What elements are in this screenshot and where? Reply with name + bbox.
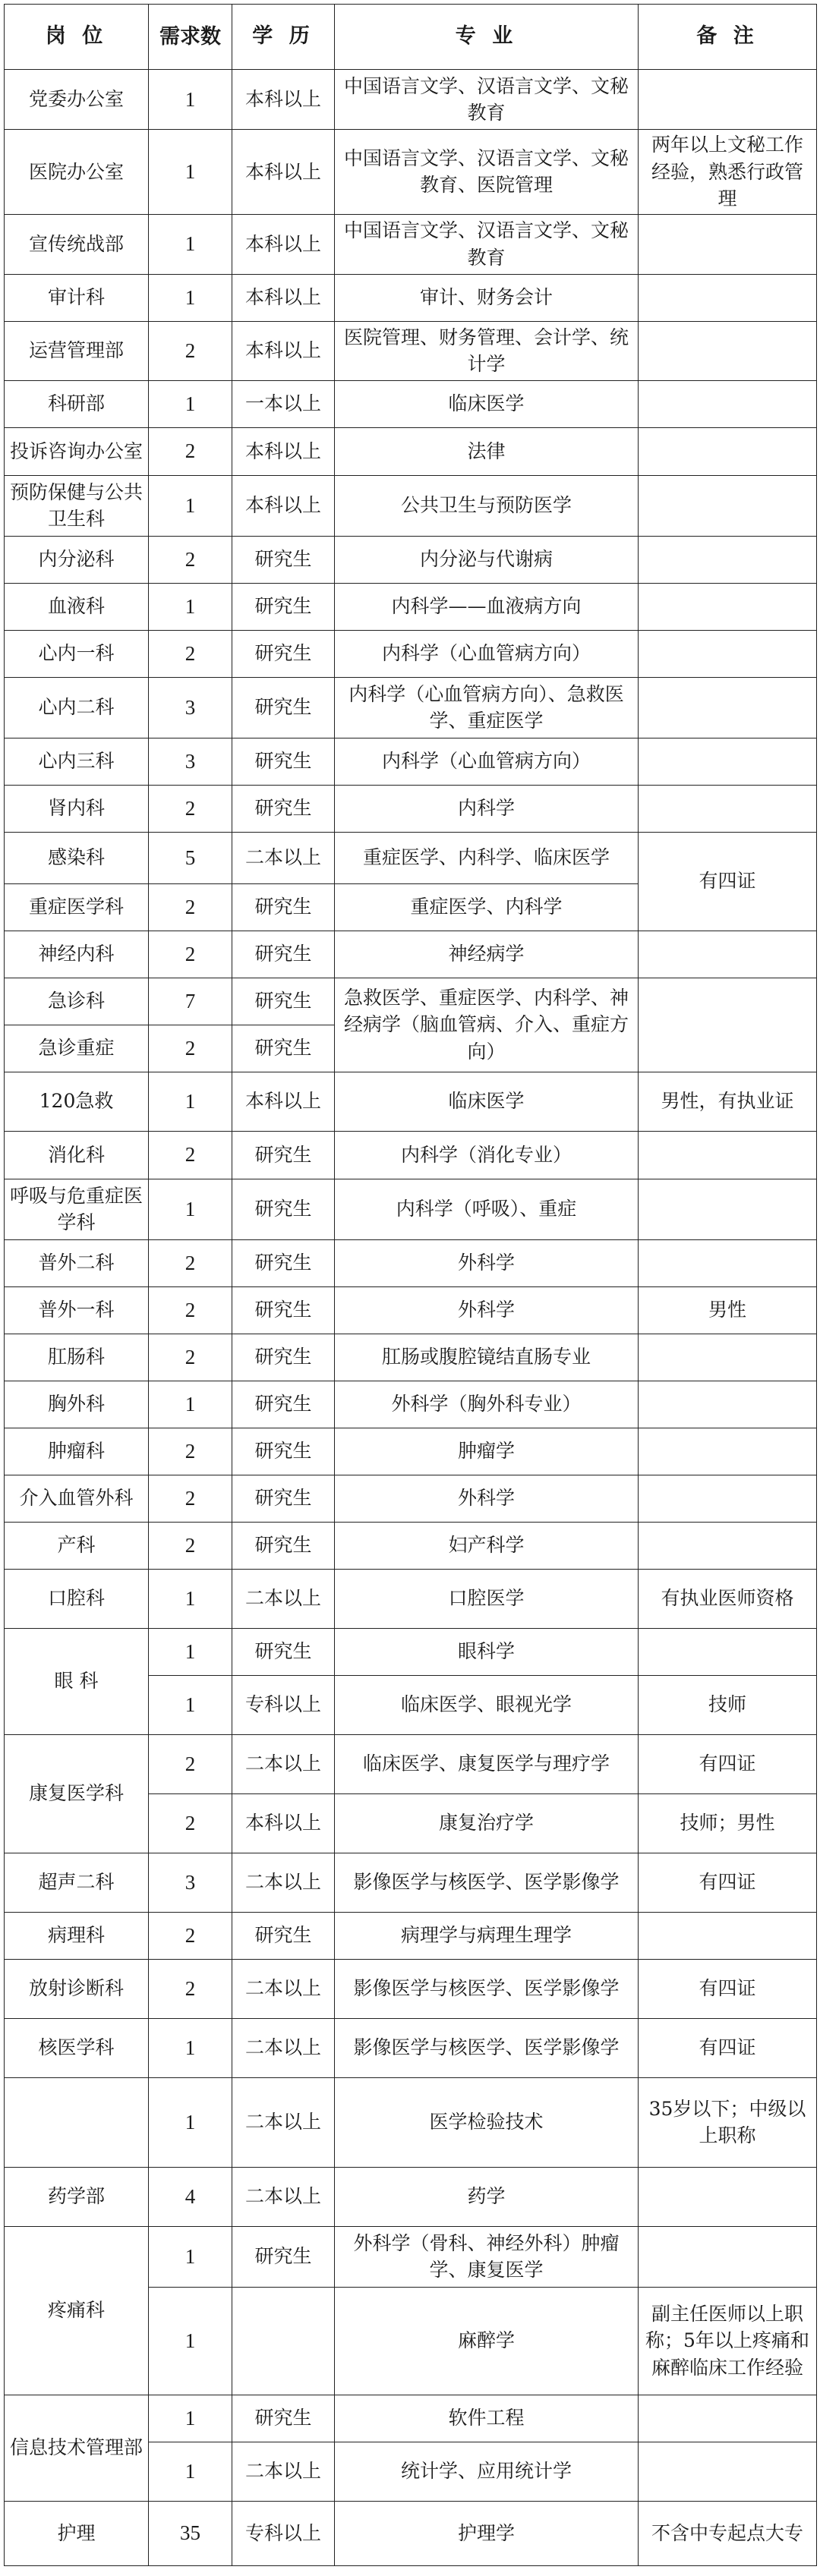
education-cell: 本科以上 — [232, 1072, 335, 1131]
note-cell — [639, 70, 817, 130]
position-cell: 血液科 — [5, 583, 149, 630]
position-cell: 宣传统战部 — [5, 214, 149, 274]
position-cell: 口腔科 — [5, 1569, 149, 1628]
table-row — [5, 738, 817, 785]
count-cell: 2 — [149, 1959, 232, 2018]
major-cell: 肿瘤学 — [335, 1428, 639, 1475]
major-cell: 内科学——血液病方向 — [335, 583, 639, 630]
major-cell: 内科学（心血管病方向） — [335, 738, 639, 785]
table-row — [5, 2018, 817, 2077]
recruitment-table — [4, 4, 817, 2566]
major-cell: 统计学、应用统计学 — [335, 2442, 639, 2501]
major-cell: 重症医学、内科学 — [335, 883, 639, 931]
education-cell: 研究生 — [232, 883, 335, 931]
table-row — [5, 380, 817, 427]
education-cell: 本科以上 — [232, 274, 335, 321]
position-cell — [5, 2077, 149, 2167]
table-row — [5, 475, 817, 536]
note-cell — [639, 1239, 817, 1286]
count-cell: 1 — [149, 2077, 232, 2167]
count-cell: 1 — [149, 1569, 232, 1628]
position-cell: 心内二科 — [5, 677, 149, 738]
header-note: 备 注 — [639, 5, 817, 70]
position-cell: 呼吸与危重症医学科 — [5, 1179, 149, 1239]
note-cell — [639, 2167, 817, 2226]
count-cell: 1 — [149, 1179, 232, 1239]
major-cell: 法律 — [335, 427, 639, 475]
position-cell: 投诉咨询办公室 — [5, 427, 149, 475]
major-cell: 内科学（心血管病方向） — [335, 630, 639, 677]
note-cell: 副主任医师以上职称；5年以上疼痛和麻醉临床工作经验 — [639, 2287, 817, 2395]
position-cell: 感染科 — [5, 832, 149, 883]
note-cell: 技师 — [639, 1675, 817, 1734]
education-cell: 研究生 — [232, 1628, 335, 1675]
major-cell: 护理学 — [335, 2501, 639, 2565]
table-row — [5, 1286, 817, 1334]
header-count: 需求数 — [149, 5, 232, 70]
major-cell: 康复治疗学 — [335, 1793, 639, 1853]
education-cell: 研究生 — [232, 1025, 335, 1072]
table-row — [5, 630, 817, 677]
major-cell: 重症医学、内科学、临床医学 — [335, 832, 639, 883]
major-cell: 临床医学 — [335, 380, 639, 427]
education-cell: 研究生 — [232, 1381, 335, 1428]
note-cell — [639, 2395, 817, 2442]
education-cell: 研究生 — [232, 1334, 335, 1381]
note-cell — [639, 214, 817, 274]
major-cell: 外科学（胸外科专业） — [335, 1381, 639, 1428]
count-cell: 2 — [149, 931, 232, 978]
position-cell: 胸外科 — [5, 1381, 149, 1428]
position-cell: 肾内科 — [5, 785, 149, 832]
count-cell: 2 — [149, 1912, 232, 1959]
header-major: 专 业 — [335, 5, 639, 70]
education-cell: 本科以上 — [232, 130, 335, 215]
note-cell — [639, 536, 817, 583]
header-education: 学 历 — [232, 5, 335, 70]
note-cell — [639, 1131, 817, 1179]
note-cell — [639, 321, 817, 380]
major-cell: 软件工程 — [335, 2395, 639, 2442]
education-cell: 研究生 — [232, 738, 335, 785]
note-cell — [639, 1628, 817, 1675]
table-row — [5, 536, 817, 583]
table-row — [5, 1522, 817, 1569]
position-cell: 康复医学科 — [5, 1734, 149, 1853]
note-cell: 两年以上文秘工作经验，熟悉行政管理 — [639, 130, 817, 215]
count-cell: 2 — [149, 1734, 232, 1793]
education-cell: 本科以上 — [232, 321, 335, 380]
table-body — [5, 70, 817, 2566]
position-cell: 产科 — [5, 1522, 149, 1569]
table-row — [5, 321, 817, 380]
education-cell: 二本以上 — [232, 2018, 335, 2077]
note-cell — [639, 738, 817, 785]
education-cell: 二本以上 — [232, 1853, 335, 1912]
table-row — [5, 1334, 817, 1381]
count-cell: 1 — [149, 2287, 232, 2395]
education-cell: 二本以上 — [232, 2442, 335, 2501]
major-cell: 外科学 — [335, 1475, 639, 1522]
major-cell: 公共卫生与预防医学 — [335, 475, 639, 536]
table-row — [5, 785, 817, 832]
position-cell: 疼痛科 — [5, 2226, 149, 2395]
table-row — [5, 1428, 817, 1475]
position-cell: 预防保健与公共卫生科 — [5, 475, 149, 536]
note-cell: 有四证 — [639, 2018, 817, 2077]
count-cell: 1 — [149, 2442, 232, 2501]
table-row — [5, 1959, 817, 2018]
note-cell: 男性，有执业证 — [639, 1072, 817, 1131]
note-cell: 技师；男性 — [639, 1793, 817, 1853]
count-cell: 2 — [149, 1334, 232, 1381]
major-cell: 外科学（骨科、神经外科）肿瘤学、康复医学 — [335, 2226, 639, 2287]
table-row — [5, 931, 817, 978]
position-cell: 科研部 — [5, 380, 149, 427]
position-cell: 眼 科 — [5, 1628, 149, 1734]
count-cell: 1 — [149, 1072, 232, 1131]
count-cell: 1 — [149, 1381, 232, 1428]
major-cell: 妇产科学 — [335, 1522, 639, 1569]
count-cell: 1 — [149, 2226, 232, 2287]
major-cell: 临床医学、眼视光学 — [335, 1675, 639, 1734]
count-cell: 1 — [149, 380, 232, 427]
count-cell: 2 — [149, 536, 232, 583]
position-cell: 神经内科 — [5, 931, 149, 978]
education-cell: 本科以上 — [232, 475, 335, 536]
major-cell: 口腔医学 — [335, 1569, 639, 1628]
note-cell: 有四证 — [639, 1734, 817, 1793]
note-cell — [639, 1179, 817, 1239]
header-row — [5, 5, 817, 70]
count-cell: 2 — [149, 1428, 232, 1475]
table-row — [5, 274, 817, 321]
position-cell: 介入血管外科 — [5, 1475, 149, 1522]
major-cell: 内科学 — [335, 785, 639, 832]
table-row — [5, 214, 817, 274]
position-cell: 肿瘤科 — [5, 1428, 149, 1475]
major-cell: 内分泌与代谢病 — [335, 536, 639, 583]
major-cell: 神经病学 — [335, 931, 639, 978]
education-cell: 二本以上 — [232, 832, 335, 883]
education-cell: 研究生 — [232, 1428, 335, 1475]
position-cell: 药学部 — [5, 2167, 149, 2226]
major-cell: 内科学（呼吸）、重症 — [335, 1179, 639, 1239]
count-cell: 1 — [149, 1675, 232, 1734]
count-cell: 1 — [149, 274, 232, 321]
education-cell: 研究生 — [232, 1179, 335, 1239]
table-row — [5, 130, 817, 215]
major-cell: 中国语言文学、汉语言文学、文秘教育、医院管理 — [335, 130, 639, 215]
note-cell — [639, 427, 817, 475]
education-cell: 本科以上 — [232, 1793, 335, 1853]
major-cell: 医学检验技术 — [335, 2077, 639, 2167]
education-cell: 专科以上 — [232, 1675, 335, 1734]
major-cell: 医院管理、财务管理、会计学、统计学 — [335, 321, 639, 380]
note-cell: 有四证 — [639, 1853, 817, 1912]
count-cell: 3 — [149, 677, 232, 738]
position-cell: 普外二科 — [5, 1239, 149, 1286]
table-row — [5, 1179, 817, 1239]
education-cell: 研究生 — [232, 1131, 335, 1179]
education-cell: 研究生 — [232, 931, 335, 978]
major-cell: 病理学与病理生理学 — [335, 1912, 639, 1959]
position-cell: 消化科 — [5, 1131, 149, 1179]
major-cell: 中国语言文学、汉语言文学、文秘教育 — [335, 70, 639, 130]
position-cell: 急诊科 — [5, 978, 149, 1025]
position-cell: 内分泌科 — [5, 536, 149, 583]
position-cell: 党委办公室 — [5, 70, 149, 130]
major-cell: 麻醉学 — [335, 2287, 639, 2395]
count-cell: 2 — [149, 1522, 232, 1569]
count-cell: 3 — [149, 738, 232, 785]
note-cell — [639, 583, 817, 630]
count-cell: 2 — [149, 427, 232, 475]
table-row — [5, 1072, 817, 1131]
education-cell: 本科以上 — [232, 214, 335, 274]
note-cell — [639, 274, 817, 321]
position-cell: 普外一科 — [5, 1286, 149, 1334]
note-cell — [639, 978, 817, 1072]
count-cell: 2 — [149, 1025, 232, 1072]
note-cell: 男性 — [639, 1286, 817, 1334]
count-cell: 1 — [149, 583, 232, 630]
education-cell: 二本以上 — [232, 2077, 335, 2167]
count-cell: 2 — [149, 883, 232, 931]
position-cell: 心内三科 — [5, 738, 149, 785]
table-row — [5, 427, 817, 475]
table-row — [5, 1569, 817, 1628]
table-row — [5, 1239, 817, 1286]
count-cell: 35 — [149, 2501, 232, 2565]
note-cell — [639, 1522, 817, 1569]
table-row — [5, 1853, 817, 1912]
education-cell: 研究生 — [232, 1239, 335, 1286]
count-cell: 1 — [149, 70, 232, 130]
education-cell: 专科以上 — [232, 2501, 335, 2565]
major-cell: 影像医学与核医学、医学影像学 — [335, 2018, 639, 2077]
education-cell: 研究生 — [232, 1475, 335, 1522]
position-cell: 运营管理部 — [5, 321, 149, 380]
count-cell: 1 — [149, 2018, 232, 2077]
table-row — [5, 583, 817, 630]
education-cell: 研究生 — [232, 978, 335, 1025]
table-row — [5, 677, 817, 738]
count-cell: 2 — [149, 1793, 232, 1853]
major-cell: 药学 — [335, 2167, 639, 2226]
position-cell: 审计科 — [5, 274, 149, 321]
major-cell: 审计、财务会计 — [335, 274, 639, 321]
major-cell: 眼科学 — [335, 1628, 639, 1675]
count-cell: 1 — [149, 214, 232, 274]
note-cell — [639, 2226, 817, 2287]
count-cell: 1 — [149, 475, 232, 536]
count-cell: 1 — [149, 1628, 232, 1675]
note-cell — [639, 1912, 817, 1959]
count-cell: 3 — [149, 1853, 232, 1912]
education-cell: 二本以上 — [232, 2167, 335, 2226]
education-cell: 研究生 — [232, 1912, 335, 1959]
education-cell: 研究生 — [232, 536, 335, 583]
table-row — [5, 2077, 817, 2167]
note-cell: 有执业医师资格 — [639, 1569, 817, 1628]
education-cell — [232, 2287, 335, 2395]
position-cell: 超声二科 — [5, 1853, 149, 1912]
table-row — [5, 2226, 817, 2287]
count-cell: 2 — [149, 1475, 232, 1522]
table-row — [5, 832, 817, 883]
major-cell: 急救医学、重症医学、内科学、神经病学（脑血管病、介入、重症方向） — [335, 978, 639, 1072]
table-row — [5, 70, 817, 130]
count-cell: 2 — [149, 785, 232, 832]
education-cell: 研究生 — [232, 1522, 335, 1569]
position-cell: 肛肠科 — [5, 1334, 149, 1381]
note-cell — [639, 630, 817, 677]
table-row — [5, 1628, 817, 1675]
position-cell: 医院办公室 — [5, 130, 149, 215]
table-row — [5, 2395, 817, 2442]
major-cell: 内科学（心血管病方向）、急救医学、重症医学 — [335, 677, 639, 738]
count-cell: 1 — [149, 2395, 232, 2442]
note-cell — [639, 1334, 817, 1381]
major-cell: 临床医学、康复医学与理疗学 — [335, 1734, 639, 1793]
education-cell: 研究生 — [232, 630, 335, 677]
major-cell: 内科学（消化专业） — [335, 1131, 639, 1179]
table-row — [5, 978, 817, 1025]
major-cell: 影像医学与核医学、医学影像学 — [335, 1853, 639, 1912]
position-cell: 核医学科 — [5, 2018, 149, 2077]
major-cell: 影像医学与核医学、医学影像学 — [335, 1959, 639, 2018]
major-cell: 临床医学 — [335, 1072, 639, 1131]
note-cell — [639, 1475, 817, 1522]
table-row — [5, 1912, 817, 1959]
table-row — [5, 2167, 817, 2226]
count-cell: 2 — [149, 1131, 232, 1179]
position-cell: 急诊重症 — [5, 1025, 149, 1072]
education-cell: 二本以上 — [232, 1569, 335, 1628]
education-cell: 一本以上 — [232, 380, 335, 427]
note-cell — [639, 1428, 817, 1475]
major-cell: 外科学 — [335, 1239, 639, 1286]
note-cell — [639, 475, 817, 536]
count-cell: 4 — [149, 2167, 232, 2226]
education-cell: 研究生 — [232, 1286, 335, 1334]
table-row — [5, 2501, 817, 2565]
note-cell: 不含中专起点大专 — [639, 2501, 817, 2565]
education-cell: 二本以上 — [232, 1959, 335, 2018]
note-cell — [639, 1381, 817, 1428]
position-cell: 病理科 — [5, 1912, 149, 1959]
education-cell: 研究生 — [232, 2226, 335, 2287]
education-cell: 研究生 — [232, 677, 335, 738]
position-cell: 护理 — [5, 2501, 149, 2565]
position-cell: 放射诊断科 — [5, 1959, 149, 2018]
note-cell — [639, 785, 817, 832]
header-position: 岗 位 — [5, 5, 149, 70]
count-cell: 2 — [149, 1286, 232, 1334]
education-cell: 二本以上 — [232, 1734, 335, 1793]
education-cell: 本科以上 — [232, 427, 335, 475]
education-cell: 本科以上 — [232, 70, 335, 130]
note-cell: 35岁以下；中级以上职称 — [639, 2077, 817, 2167]
count-cell: 1 — [149, 130, 232, 215]
table-row — [5, 1734, 817, 1793]
note-cell — [639, 931, 817, 978]
major-cell: 肛肠或腹腔镜结直肠专业 — [335, 1334, 639, 1381]
table-row — [5, 1475, 817, 1522]
position-cell: 120急救 — [5, 1072, 149, 1131]
education-cell: 研究生 — [232, 2395, 335, 2442]
note-cell: 有四证 — [639, 832, 817, 931]
count-cell: 2 — [149, 630, 232, 677]
position-cell: 信息技术管理部 — [5, 2395, 149, 2501]
table-row — [5, 1381, 817, 1428]
count-cell: 5 — [149, 832, 232, 883]
education-cell: 研究生 — [232, 583, 335, 630]
count-cell: 2 — [149, 1239, 232, 1286]
note-cell: 有四证 — [639, 1959, 817, 2018]
education-cell: 研究生 — [232, 785, 335, 832]
count-cell: 7 — [149, 978, 232, 1025]
major-cell: 外科学 — [335, 1286, 639, 1334]
note-cell — [639, 677, 817, 738]
major-cell: 中国语言文学、汉语言文学、文秘教育 — [335, 214, 639, 274]
note-cell — [639, 380, 817, 427]
position-cell: 心内一科 — [5, 630, 149, 677]
position-cell: 重症医学科 — [5, 883, 149, 931]
count-cell: 2 — [149, 321, 232, 380]
table-row — [5, 1131, 817, 1179]
note-cell — [639, 2442, 817, 2501]
